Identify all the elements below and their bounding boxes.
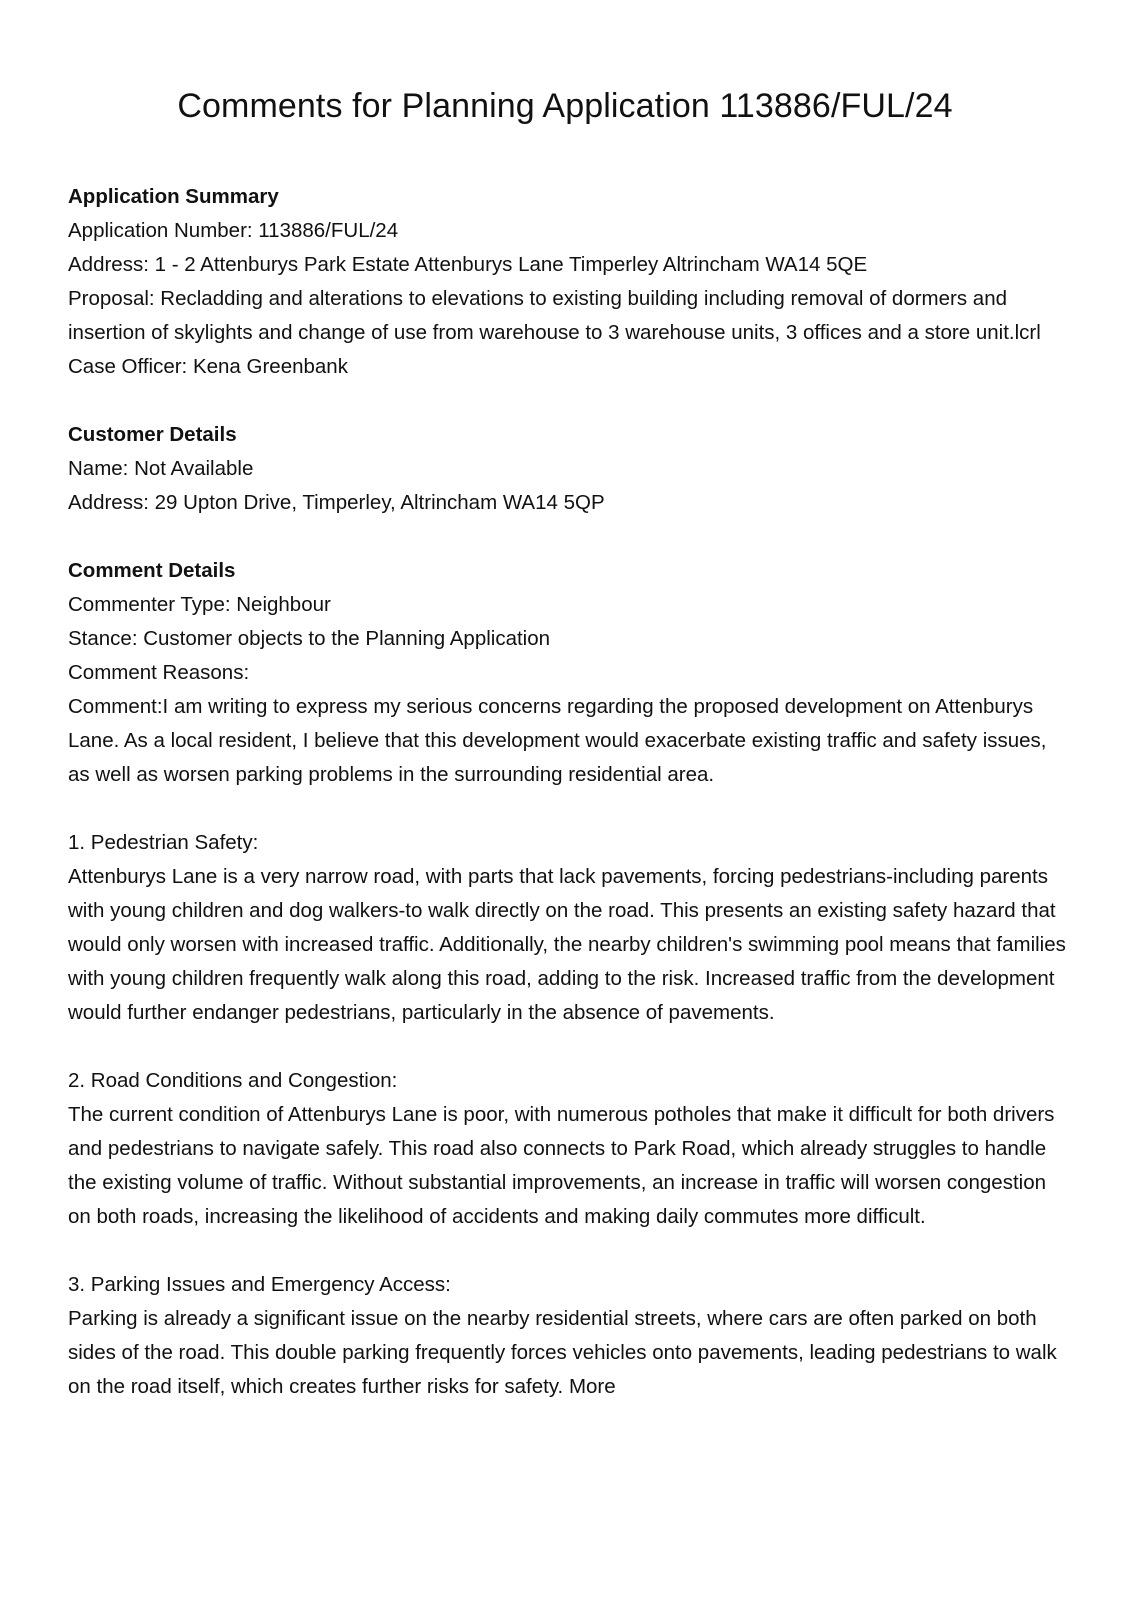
commenter-type: Commenter Type: Neighbour bbox=[68, 593, 331, 616]
paragraph-spacer bbox=[68, 1234, 1068, 1268]
application-address: Address: 1 - 2 Attenburys Park Estate Attenburys Lane Timperley Altrincham WA14 5QE bbox=[68, 253, 868, 276]
page-title: Comments for Planning Application 113886/FUL/24 bbox=[177, 87, 953, 125]
paragraph-spacer bbox=[68, 792, 1068, 826]
comment-details-heading: Comment Details bbox=[68, 559, 236, 582]
paragraph-spacer bbox=[68, 1030, 1068, 1064]
case-officer: Case Officer: Kena Greenbank bbox=[68, 355, 348, 378]
customer-address: Address: 29 Upton Drive, Timperley, Altrincham WA14 5QP bbox=[68, 491, 605, 514]
section-spacer bbox=[68, 520, 1068, 554]
comment-intro: Comment:I am writing to express my serious concerns regarding the proposed development on Attenburys Lane. As a local resident, I believe that this development would exacerbate existing traffic and safety issues, as well as worsen parking problems in the surrounding residential area. bbox=[68, 695, 1047, 786]
section-spacer bbox=[68, 384, 1068, 418]
point-heading: 2. Road Conditions and Congestion: bbox=[68, 1069, 398, 1092]
comment-reasons: Comment Reasons: bbox=[68, 661, 250, 684]
application-proposal: Proposal: Recladding and alterations to elevations to existing building including removal of dormers and insertion of skylights and change of use from warehouse to 3 warehouse units, 3 offices and a store unit.lcrl bbox=[68, 287, 1041, 344]
point-body: Parking is already a significant issue on the nearby residential streets, where cars are often parked on both sides of the road. This double parking frequently forces vehicles onto pavements, leading pedestrians to walk on the road itself, which creates further risks for safety. More bbox=[68, 1307, 1057, 1398]
point-heading: 3. Parking Issues and Emergency Access: bbox=[68, 1273, 451, 1296]
stance: Stance: Customer objects to the Planning Application bbox=[68, 627, 551, 650]
application-summary-heading: Application Summary bbox=[68, 185, 279, 208]
comment-details-section bbox=[68, 554, 1068, 1404]
customer-name: Name: Not Available bbox=[68, 457, 254, 480]
customer-details-heading: Customer Details bbox=[68, 423, 237, 446]
customer-details-section bbox=[68, 418, 1068, 520]
application-summary-section bbox=[68, 180, 1068, 384]
point-heading: 1. Pedestrian Safety: bbox=[68, 831, 259, 854]
document-body bbox=[68, 180, 1068, 1404]
application-number: Application Number: 113886/FUL/24 bbox=[68, 219, 399, 242]
point-body: Attenburys Lane is a very narrow road, with parts that lack pavements, forcing pedestrians-including parents with young children and dog walkers-to walk directly on the road. This presents an existing safety hazard that would only worsen with increased traffic. Additionally, the nearby children's swimming pool means that families with young children frequently walk along this road, adding to the risk. Increased traffic from the development would further endanger pedestrians, particularly in the absence of pavements. bbox=[68, 865, 1066, 1024]
point-body: The current condition of Attenburys Lane is poor, with numerous potholes that make it difficult for both drivers and pedestrians to navigate safely. This road also connects to Park Road, which already struggles to handle the existing volume of traffic. Without substantial improvements, an increase in traffic will worsen congestion on both roads, increasing the likelihood of accidents and making daily commutes more difficult. bbox=[68, 1103, 1055, 1228]
